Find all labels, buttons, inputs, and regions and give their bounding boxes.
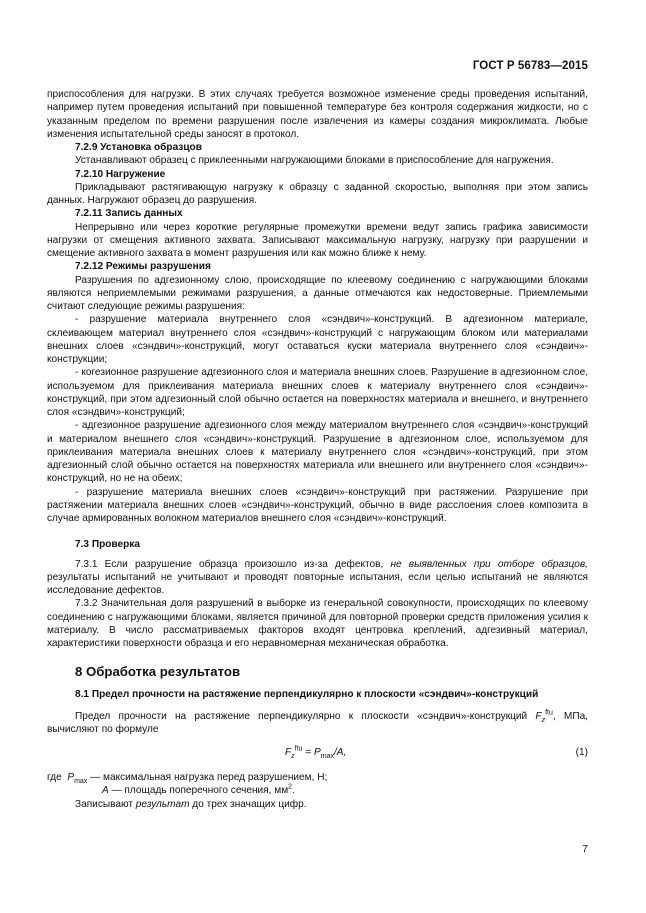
where2-symbol: A [102, 785, 109, 797]
list-item: - когезионное разрушение адгезионного слоя и материала внешних слоев. Разрушение в адгезионном слое, используемом для приклеивания материала внешних слоев к материалу внутреннего слоя «сэндвич»-конструкций, при этом адгезионный слой обычно остается на поверхностях материала и внешнего, и внутреннего слоя «сэндвич»-конструкций; [47, 367, 588, 418]
document-code: ГОСТ Р 56783—2015 [472, 60, 588, 72]
para-7-3-1-text: 7.3.1 Если разрушение образца произошло из-за дефектов, [75, 558, 391, 570]
record-line [47, 798, 588, 811]
where-prefix: где [47, 772, 62, 783]
page-number: 7 [582, 843, 588, 855]
para-7-3-1-text-end: результаты испытаний не учитывают и проводят повторные испытания, если целью испытаний не являются исследование дефектов. [47, 571, 588, 596]
record-text-end: до трех значащих цифр. [189, 798, 307, 810]
strength-symbol-sub: z [541, 716, 546, 724]
list-item: - разрушение материала внешних слоев «сэндвич»-конструкций при растяжении. Разрушение при растяжении материала внешних слоев «сэндвич»-конструкций, обычно в виде расслоения слоев композита в случае армированных волокном материалов внешнего слоя «сэндвич»-конструкций. [47, 486, 588, 524]
formula-lhs: F [285, 747, 292, 758]
heading-8: 8 Обработка результатов [75, 664, 241, 680]
list-item: - разрушение материала внутреннего слоя «сэндвич»-конструкций. В адгезионном материале, склеивающем материал внутреннего слоя «сэндвич»-конструкций с нагружающим блоком или материалами внешних слоев «сэндвич»-конструкций, могут оставаться куски материала внутреннего слоя «сэндвич»-конструкции; [47, 314, 588, 365]
heading-7-2-12: 7.2.12 Режимы разрушения [75, 261, 211, 273]
para-7-3-2: 7.3.2 Значительная доля разрушений в выборке из генеральной совокупности, происходящих по клеевому соединению с нагружающими блоками, является причиной для повторной проверки средств приложения усилия к материалу. В число рассматриваемых факторов входят центровка креплений, адгезивный материал, характеристики поверхности образца и его неравномерная механическая обработка. [47, 598, 588, 649]
para-7-2-9: Устанавливают образец с приклеенными нагружающими блоками в приспособление для нагружения. [75, 155, 554, 167]
formula-p-sub: max [320, 753, 334, 761]
heading-7-2-9: 7.2.9 Установка образцов [75, 142, 202, 153]
record-text: Записывают [75, 798, 136, 810]
where2-sup: 2 [288, 783, 293, 791]
heading-7-2-11: 7.2.11 Запись данных [75, 208, 183, 220]
heading-7-2-10: 7.2.10 Нагружение [75, 168, 166, 180]
where2-text: — площадь поперечного сечения, мм [108, 785, 289, 797]
formula-1 [47, 743, 588, 761]
formula-number: (1) [575, 747, 588, 758]
where1-text: — максимальная нагрузка перед разрушением, Н; [87, 772, 328, 783]
formula-expression [285, 746, 346, 759]
where2-end: . [292, 785, 295, 797]
para-7-3-1-emphasis: не выявленных при отборе образцов, [390, 558, 588, 570]
record-emphasis: результат [135, 798, 190, 810]
page-body [47, 88, 588, 811]
para-7-2-10: Прикладывают растягивающую нагрузку к образцу с заданной скоростью, выполняя при этом запись данных. Нагружают образец до разрушения. [47, 181, 588, 206]
para-8-1-intro [47, 710, 588, 737]
para-7-3-1 [47, 558, 588, 598]
where-line-2 [47, 784, 588, 797]
list-item: - адгезионное разрушение адгезионного слоя между материалом внутреннего слоя «сэндвич»-конструкций и материалом внешнего слоя «сэндвич»-конструкций. Разрушение в адгезионном слое, используемом для приклеивания материала внешних слоев к материалу внутреннего слоя «сэндвич»-конструкций, при этом адгезионный слой обычно остается на поверхностях материала или внешнего или внутреннего слоя «сэндвич»-конструкций, но не на обеих; [47, 420, 588, 485]
strength-symbol-sup: ftu [545, 709, 553, 717]
formula-lhs-sub: z [291, 753, 295, 761]
formula-rhs-tail: /A, [333, 747, 347, 758]
where1-symbol: P [67, 772, 75, 783]
para-7-2-12: Разрушения по адгезионному слою, происходящие по клеевому соединению с нагружающими блоками являются неприемлемыми режимами разрушения, а данные отмечаются как недостоверные. Приемлемыми считают следующие режимы разрушения: [47, 274, 588, 312]
where-line-1 [47, 771, 588, 784]
intro-text: Предел прочности на растяжение перпендикулярно к плоскости «сэндвич»-конструкций [75, 710, 536, 722]
intro-paragraph: приспособления для нагрузки. В этих случаях требуется возможное изменение среды проведения испытаний, например путем проведения испытаний при повышенной температуре без контроля содержания жидкости, но с указанным пределом по времени разрушения после извлечения из камеры создания микроклимата. Любые изменения испытательной среды заносят в протокол. [47, 89, 588, 140]
strength-symbol: F [535, 710, 542, 722]
heading-8-1: 8.1 Предел прочности на растяжение перпендикулярно к плоскости «сэндвич»-конструкций [75, 689, 539, 701]
intro-text-end: , МПа, вычисляют по формуле [47, 710, 588, 735]
heading-7-3: 7.3 Проверка [75, 539, 140, 551]
para-7-2-11: Непрерывно или через короткие регулярные промежутки времени ведут запись графика зависимости нагрузки от смещения активного захвата. Записывают максимальную нагрузку, нагрузку при разрушении и смещение активного захвата в момент разрушения или как можно ближе к нему. [47, 221, 588, 259]
where1-sub: max [74, 778, 88, 786]
formula-lhs-sup: ftu [294, 745, 303, 753]
formula-eq: = P [302, 747, 321, 758]
